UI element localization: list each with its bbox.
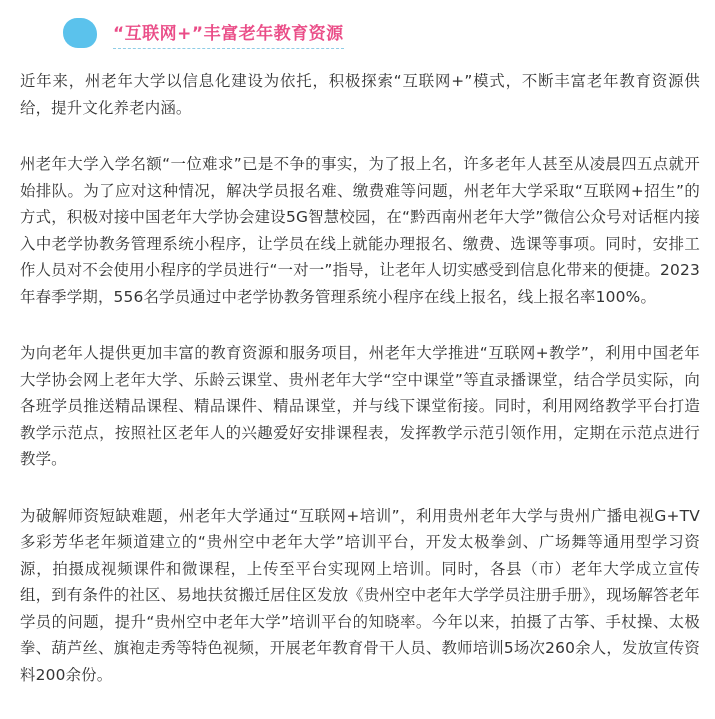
blue-blob-icon [63,18,97,48]
paragraph-enrollment: 州老年大学入学名额“一位难求”已是不争的事实，为了报上名，许多老年人甚至从凌晨四五点就开始排队。为了应对这种情况，解决学员报名难、缴费难等问题，州老年大学采取“互联网+招生”的方式，积极对接中国老年大学协会建设5G智慧校园，在“黔西南州老年大学”微信公众号对话框内接入中老学协教务管理系统小程序，让学员在线上就能办理报名、缴费、选课等事项。同时，安排工作人员对不会使用小程序的学员进行“一对一”指导，让老年人切实感受到信息化带来的便捷。2023年春季学期，556名学员通过中老学协教务管理系统小程序在线上报名，线上报名率100%。 [20,155,700,306]
article-body [20,68,700,718]
paragraph-teaching: 为向老年人提供更加丰富的教育资源和服务项目，州老年大学推进“互联网+教学”，利用中国老年大学协会网上老年大学、乐龄云课堂、贵州老年大学“空中课堂”等直录播课堂，结合学员实际，向各班学员推送精品课程、精品课件、精品课堂，并与线下课堂衔接。同时，利用网络教学平台打造教学示范点，按照社区老年人的兴趣爱好安排课程表，发挥教学示范引领作用，定期在示范点进行教学。 [20,344,700,468]
section-title: “互联网+”丰富老年教育资源 [113,19,344,49]
paragraph-intro: 近年来，州老年大学以信息化建设为依托，积极探索“互联网+”模式，不断丰富老年教育资源供给，提升文化养老内涵。 [20,72,700,117]
paragraph-training: 为破解师资短缺难题，州老年大学通过“互联网+培训”，利用贵州老年大学与贵州广播电视G+TV多彩芳华老年频道建立的“贵州空中老年大学”培训平台，开发太极拳剑、广场舞等通用型学习资源，拍摄成视频课件和微课程，上传至平台实现网上培训。同时，各县（市）老年大学成立宣传组，到有条件的社区、易地扶贫搬迁居住区发放《贵州空中老年大学学员注册手册》，现场解答老年学员的问题，提升“贵州空中老年大学”培训平台的知晓率。今年以来，拍摄了古筝、手杖操、太极拳、葫芦丝、旗袍走秀等特色视频，开展老年教育骨干人员、教师培训5场次260余人，发放宣传资料200余份。 [20,506,700,684]
